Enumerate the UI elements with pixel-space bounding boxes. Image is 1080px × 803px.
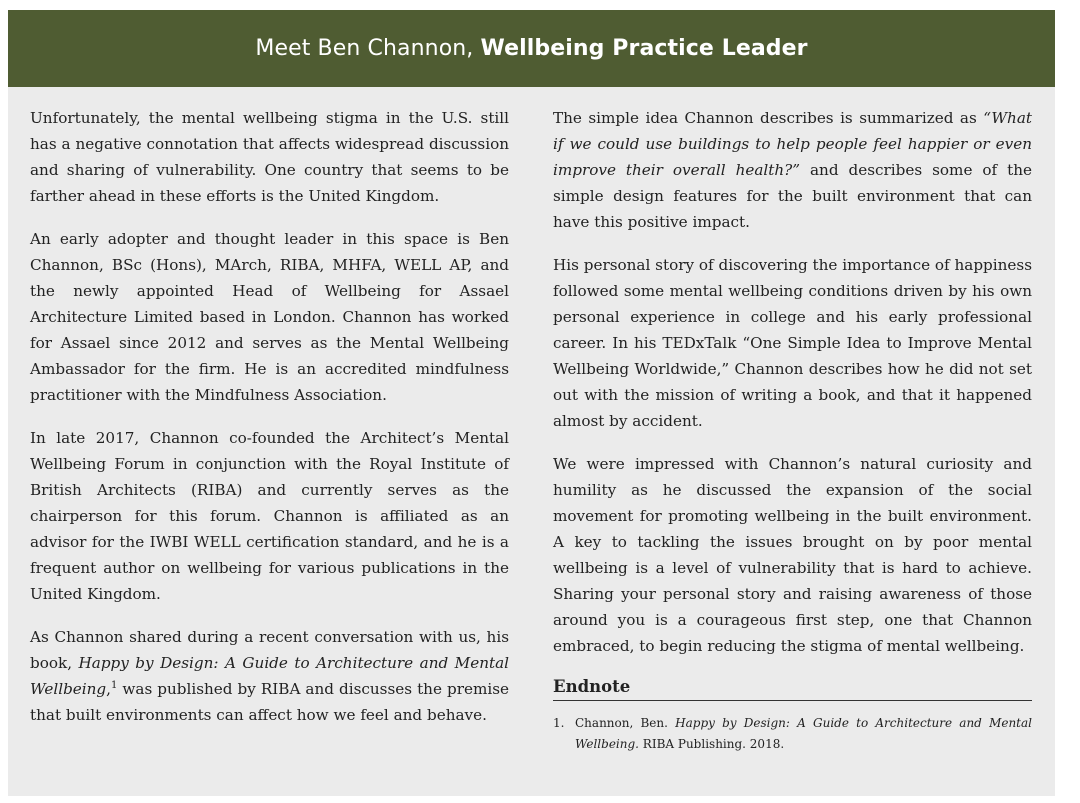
paragraph: We were impressed with Channon’s natural curiosity and humility as he discussed the expansion of the social movement for promoting wellbeing in the built environment. A key to tackling the issues brought on by poor mental wellbeing is a level of vulnerability that is hard to achieve. Sharing your personal story and raising awareness of those around you is a courageous first step, one that Channon embraced, to begin reducing the stigma of mental wellbeing. [553,455,1032,655]
left-column [30,105,509,745]
title-plain: Meet Ben Channon, [255,36,481,61]
endnote-list [553,713,1032,755]
title-bold: Wellbeing Practice Leader [480,36,808,61]
text-run: The simple idea Channon describes is summarized as [553,109,984,127]
sidebar-box [8,10,1055,796]
footnote-ref: 1 [110,679,118,691]
paragraph: An early adopter and thought leader in this space is Ben Channon, BSc (Hons), MArch, RIBA, MHFA, WELL AP, and the newly appointed Head of Wellbeing for Assael Architecture Limited based in London. Channon has worked for Assael since 2012 and serves as the Mental Wellbeing Ambassador for the firm. He is an accredited mindfulness practitioner with the Mindfulness Association. [30,230,509,404]
paragraph [553,105,1032,235]
endnote-rest: RIBA Publishing. 2018. [638,737,785,751]
endnote-item [553,713,1032,755]
header-bar [8,10,1055,87]
book-title: Happy by Design: A Guide to Architecture and Mental Wellbeing [30,654,510,698]
endnote-heading: Endnote [553,676,1032,701]
page-title [255,36,807,61]
paragraph: Unfortunately, the mental wellbeing stigma in the U.S. still has a negative connotation that affects widespread discussion and sharing of vulnerability. One country that seems to be farther ahead in these efforts is the United Kingdom. [30,109,509,205]
endnote-number: 1. [553,716,565,730]
text-run: was published by RIBA and discusses the premise that built environments can affect how we feel and behave. [30,680,509,724]
comma: , [106,680,111,698]
endnote-title: Happy by Design: A Guide to Architecture and Mental Wellbeing. [575,716,1032,751]
text-run: and describes some of the simple design features for the built environment that can have this positive impact. [553,161,1033,231]
paragraph [30,624,509,728]
right-column [553,105,1032,755]
text-run: As Channon shared during a recent conversation with us, his book, [30,628,509,672]
paragraph: His personal story of discovering the importance of happiness followed some mental wellbeing conditions driven by his own personal experience in college and his early professional career. In his TEDxTalk “One Simple Idea to Improve Mental Wellbeing Worldwide,” Channon describes how he did not set out with the mission of writing a book, and that it happened almost by accident. [553,256,1032,430]
paragraph: In late 2017, Channon co-founded the Architect’s Mental Wellbeing Forum in conjunction with the Royal Institute of British Architects (RIBA) and currently serves as the chairperson for this forum. Channon is affiliated as an advisor for the IWBI WELL certification standard, and he is a frequent author on wellbeing for various publications in the United Kingdom. [30,429,509,603]
endnote-author: Channon, Ben. [575,716,676,730]
quote: “What if we could use buildings to help people feel happier or even improve their overall health?” [553,109,1032,179]
